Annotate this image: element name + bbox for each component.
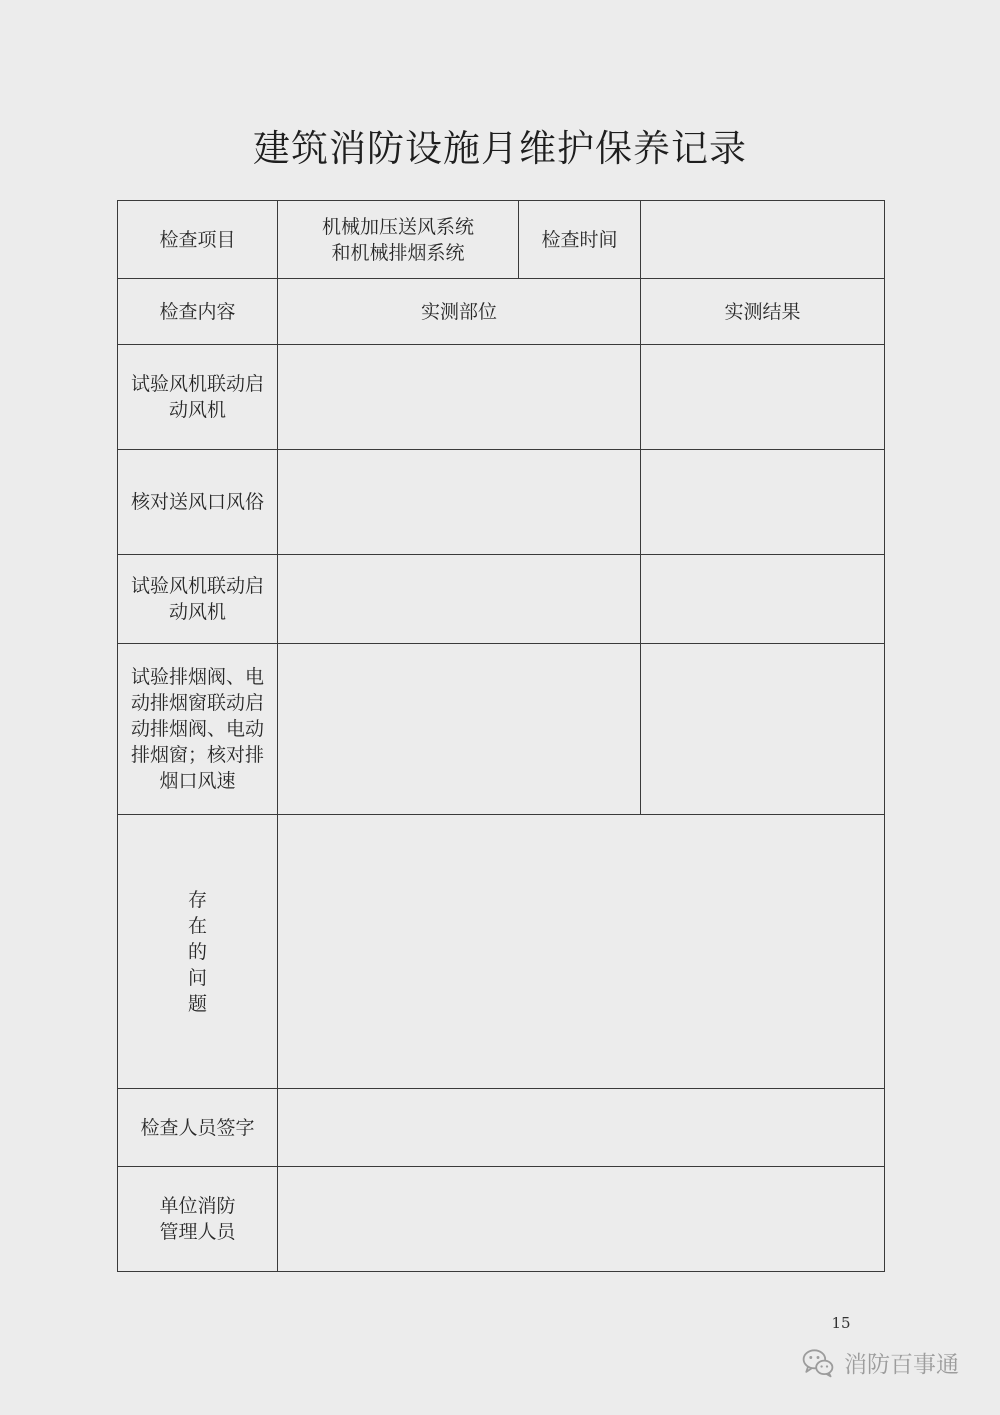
check-time-label: 检查时间: [519, 201, 641, 279]
wechat-icon: [800, 1344, 836, 1380]
header-row: [118, 201, 885, 279]
maintenance-record-table: [117, 200, 885, 1272]
row-label-line: 核对送风口风俗: [130, 491, 264, 513]
fire-manager-label-line: 管理人员: [159, 1221, 236, 1243]
issues-cell[interactable]: [278, 815, 885, 1089]
result-cell[interactable]: [641, 555, 885, 644]
location-cell[interactable]: [278, 345, 641, 450]
table-row: [118, 450, 885, 555]
row-label-line: 动排烟窗联动启: [130, 692, 264, 714]
issues-row: [118, 815, 885, 1089]
row-label-line: 动风机: [168, 601, 226, 623]
column-header-row: [118, 279, 885, 345]
table-row: [118, 555, 885, 644]
issues-label-char: 题: [187, 992, 207, 1015]
row-label: [118, 555, 278, 644]
page-number: 15: [831, 1314, 851, 1332]
inspector-signature-label: 检查人员签字: [118, 1089, 278, 1167]
fire-manager-label: [118, 1167, 278, 1272]
result-cell[interactable]: [641, 450, 885, 555]
location-cell[interactable]: [278, 644, 641, 815]
row-label-line: 试验风机联动启: [130, 575, 264, 597]
check-item-value: [278, 201, 519, 279]
column-header-location: 实测部位: [278, 279, 641, 345]
issues-label-char: 的: [187, 940, 207, 963]
manager-row: [118, 1167, 885, 1272]
result-cell[interactable]: [641, 345, 885, 450]
check-item-value-line2: 和机械排烟系统: [331, 241, 465, 264]
issues-label-char: 存: [187, 888, 207, 911]
document-title: 建筑消防设施月维护保养记录: [253, 127, 747, 170]
inspector-row: [118, 1089, 885, 1167]
location-cell[interactable]: [278, 555, 641, 644]
row-label: [118, 450, 278, 555]
row-label-line: 试验风机联动启: [130, 373, 264, 395]
check-item-label: 检查项目: [118, 201, 278, 279]
watermark-text: 消防百事通: [844, 1351, 959, 1378]
row-label-line: 烟口风速: [159, 770, 236, 792]
row-label-line: 动排烟阀、电动: [130, 718, 264, 740]
issues-label-char: 在: [187, 914, 207, 937]
issues-label-char: 问: [187, 966, 207, 989]
watermark: [800, 1342, 959, 1382]
check-time-value[interactable]: [641, 201, 885, 279]
column-header-content: 检查内容: [118, 279, 278, 345]
column-header-result: 实测结果: [641, 279, 885, 345]
row-label-line: 试验排烟阀、电: [130, 666, 264, 688]
table-row: [118, 345, 885, 450]
fire-manager-label-line: 单位消防: [159, 1195, 236, 1217]
row-label: [118, 644, 278, 815]
table-row: [118, 644, 885, 815]
row-label: [118, 345, 278, 450]
check-item-value-line1: 机械加压送风系统: [321, 215, 474, 238]
row-label-line: 排烟窗；核对排: [130, 744, 264, 766]
inspector-signature-cell[interactable]: [278, 1089, 885, 1167]
row-label-line: 动风机: [168, 399, 226, 421]
issues-label: [118, 815, 278, 1089]
location-cell[interactable]: [278, 450, 641, 555]
result-cell[interactable]: [641, 644, 885, 815]
fire-manager-cell[interactable]: [278, 1167, 885, 1272]
